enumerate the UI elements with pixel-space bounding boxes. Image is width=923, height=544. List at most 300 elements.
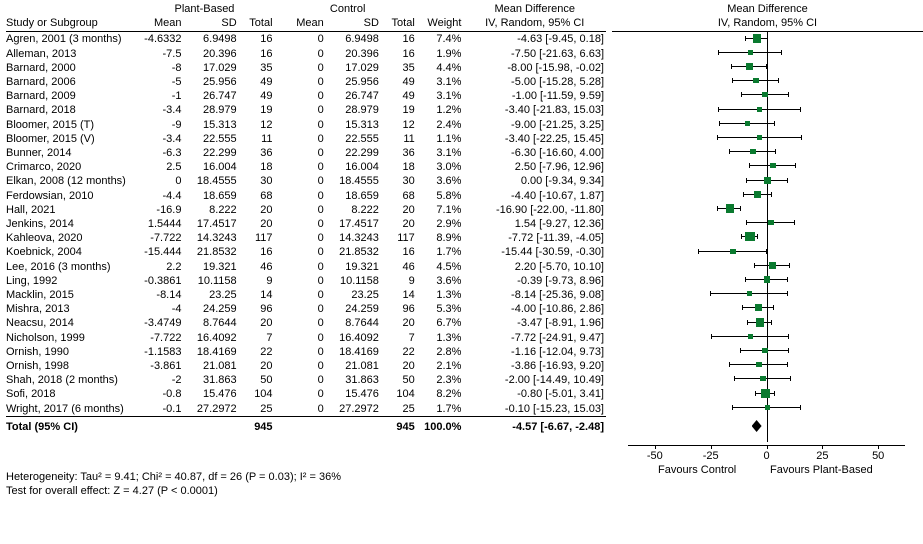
ci-cap-left	[718, 50, 719, 55]
group-header-blank	[6, 2, 132, 16]
row-weight: 3.1%	[436, 76, 462, 89]
table-row	[6, 32, 606, 47]
row-ci: -15.44 [-30.59, -0.30]	[501, 246, 604, 259]
favours-control-label: Favours Control	[658, 463, 737, 476]
x-axis-tick	[822, 445, 823, 449]
row-weight: 2.1%	[436, 360, 462, 373]
row-mean-control: 0	[317, 317, 324, 330]
row-ci: -4.40 [-10.67, 1.87]	[511, 189, 604, 202]
row-ci: -3.40 [-22.25, 15.45]	[504, 132, 604, 145]
effect-marker	[753, 78, 759, 84]
row-total-control: 104	[396, 388, 415, 401]
row-sd-plant: 16.4092	[196, 331, 237, 344]
row-mean-plant: -5	[171, 76, 182, 89]
row-sd-control: 17.029	[345, 61, 379, 74]
total-n-control: 945	[383, 416, 419, 434]
row-total-control: 30	[402, 175, 415, 188]
row-weight: 3.0%	[436, 161, 462, 174]
row-weight: 8.2%	[436, 388, 462, 401]
row-weight: 5.8%	[436, 189, 462, 202]
table-row	[6, 146, 606, 160]
row-total-control: 18	[402, 161, 415, 174]
effect-marker	[762, 348, 768, 354]
row-mean-plant: 2.5	[166, 161, 182, 174]
row-sd-plant: 15.476	[203, 388, 237, 401]
ci-cap-right	[790, 376, 791, 381]
table-row	[6, 245, 606, 259]
row-sd-plant: 21.081	[203, 360, 237, 373]
row-mean-plant: -0.8	[162, 388, 182, 401]
row-mean-control: 0	[317, 47, 324, 60]
table-row	[6, 274, 606, 288]
row-mean-control: 0	[317, 61, 324, 74]
table-group-header-row	[6, 2, 606, 16]
row-study: Bunner, 2014	[6, 147, 72, 160]
row-sd-control: 8.222	[351, 203, 379, 216]
total-n-plant: 945	[241, 416, 277, 434]
row-total-control: 16	[402, 33, 415, 46]
row-mean-plant: -2	[171, 374, 182, 387]
row-mean-plant: -3.4	[162, 104, 182, 117]
row-sd-plant: 21.8532	[196, 246, 237, 259]
row-ci: -16.90 [-22.00, -11.80]	[495, 203, 604, 216]
study-table-body	[6, 32, 606, 434]
row-total-plant: 20	[260, 218, 273, 231]
row-total-control: 50	[402, 374, 415, 387]
row-weight: 7.1%	[436, 203, 462, 216]
row-weight: 1.7%	[436, 246, 462, 259]
row-total-plant: 22	[260, 345, 273, 358]
row-mean-control: 0	[317, 402, 324, 415]
row-mean-plant: -6.3	[162, 147, 182, 160]
row-total-control: 46	[402, 260, 415, 273]
row-weight: 1.7%	[436, 402, 462, 415]
favours-plant-based-label: Favours Plant-Based	[770, 463, 873, 476]
table-total-row	[6, 416, 606, 434]
ci-cap-right	[789, 263, 790, 268]
row-total-plant: 16	[260, 246, 273, 259]
x-axis-tick	[878, 445, 879, 449]
row-total-control: 25	[402, 402, 415, 415]
ci-cap-right	[800, 107, 801, 112]
row-sd-control: 28.979	[345, 104, 379, 117]
row-mean-plant: 1.5444	[147, 218, 182, 231]
ci-cap-left	[731, 64, 732, 69]
row-ci: 1.54 [-9.27, 12.36]	[514, 218, 604, 231]
row-mean-plant: -16.9	[156, 203, 182, 216]
row-mean-control: 0	[317, 218, 324, 231]
effect-marker	[768, 220, 774, 226]
col-header-total-control: Total	[383, 16, 419, 32]
row-mean-control: 0	[317, 246, 324, 259]
ci-cap-left	[732, 78, 733, 83]
row-ci: -8.00 [-15.98, -0.02]	[507, 61, 604, 74]
table-row	[6, 288, 606, 302]
row-total-plant: 20	[260, 360, 273, 373]
table-row	[6, 203, 606, 217]
row-study: Sofi, 2018	[6, 388, 56, 401]
row-weight: 2.9%	[436, 218, 462, 231]
row-study: Neacsu, 2014	[6, 317, 74, 330]
row-sd-control: 24.259	[345, 303, 379, 316]
row-total-plant: 117	[255, 232, 273, 245]
table-row	[6, 160, 606, 174]
row-total-plant: 16	[260, 33, 273, 46]
row-sd-plant: 18.659	[203, 189, 237, 202]
ci-cap-right	[787, 362, 788, 367]
row-total-plant: 9	[266, 274, 273, 287]
row-mean-control: 0	[317, 303, 324, 316]
row-total-plant: 49	[260, 76, 273, 89]
ci-cap-right	[778, 78, 779, 83]
col-header-mean-plant: Mean	[132, 16, 185, 32]
row-ci: -7.50 [-21.63, 6.63]	[511, 47, 604, 60]
row-total-plant: 20	[260, 203, 273, 216]
row-total-plant: 25	[260, 402, 273, 415]
row-mean-control: 0	[317, 345, 324, 358]
row-total-plant: 35	[260, 61, 273, 74]
effect-marker	[756, 318, 764, 326]
row-mean-plant: -3.861	[150, 360, 182, 373]
row-mean-control: 0	[317, 189, 324, 202]
plot-pane	[612, 0, 923, 544]
row-sd-plant: 18.4169	[196, 345, 237, 358]
row-total-control: 96	[402, 303, 415, 316]
row-sd-control: 15.476	[345, 388, 379, 401]
ci-cap-right	[775, 149, 776, 154]
row-ci: -3.47 [-8.91, 1.96]	[517, 317, 604, 330]
row-mean-plant: -0.1	[162, 402, 182, 415]
table-row	[6, 132, 606, 146]
row-total-control: 16	[402, 246, 415, 259]
row-mean-plant: -7.722	[150, 232, 182, 245]
row-study: Jenkins, 2014	[6, 218, 74, 231]
row-sd-plant: 23.25	[209, 289, 237, 302]
ci-cap-left	[732, 405, 733, 410]
row-sd-plant: 17.029	[203, 61, 237, 74]
row-weight: 4.5%	[436, 260, 462, 273]
effect-marker	[762, 92, 768, 98]
row-sd-plant: 19.321	[203, 260, 237, 273]
row-total-plant: 30	[260, 175, 273, 188]
table-row	[6, 387, 606, 401]
row-study: Kahleova, 2020	[6, 232, 83, 245]
table-row	[6, 359, 606, 373]
effect-marker	[757, 107, 762, 112]
group-header-weight-blank	[419, 2, 466, 16]
ci-cap-right	[787, 277, 788, 282]
row-total-plant: 14	[260, 289, 273, 302]
row-sd-control: 23.25	[351, 289, 379, 302]
effect-marker	[755, 304, 762, 311]
row-sd-plant: 25.956	[203, 76, 237, 89]
row-weight: 1.9%	[436, 47, 462, 60]
ci-cap-left	[741, 234, 742, 239]
row-sd-control: 8.7644	[345, 317, 379, 330]
row-ci: -7.72 [-24.91, 9.47]	[511, 331, 604, 344]
study-table	[6, 2, 606, 434]
row-total-control: 7	[408, 331, 415, 344]
row-weight: 1.2%	[436, 104, 462, 117]
table-row	[6, 61, 606, 75]
row-study: Alleman, 2013	[6, 47, 77, 60]
ci-cap-left	[741, 92, 742, 97]
total-sd-control	[328, 416, 383, 434]
row-mean-plant: -1	[171, 90, 182, 103]
row-total-plant: 36	[260, 147, 273, 160]
row-mean-plant: -15.444	[144, 246, 182, 259]
row-study: Mishra, 2013	[6, 303, 70, 316]
row-total-plant: 46	[260, 260, 273, 273]
row-mean-plant: -0.3861	[144, 274, 182, 287]
row-mean-control: 0	[317, 76, 324, 89]
total-sd-plant	[185, 416, 240, 434]
row-weight: 1.3%	[436, 331, 462, 344]
group-header-control: Control	[329, 3, 366, 15]
row-ci: -4.00 [-10.86, 2.86]	[511, 303, 604, 316]
row-study: Barnard, 2018	[6, 104, 76, 117]
ci-cap-left	[747, 320, 748, 325]
row-total-plant: 68	[260, 189, 273, 202]
ci-cap-right	[794, 220, 795, 225]
row-total-plant: 49	[260, 90, 273, 103]
row-study: Ornish, 1998	[6, 360, 69, 373]
table-column-header-row	[6, 16, 606, 32]
row-weight: 3.6%	[436, 274, 462, 287]
ci-cap-right	[800, 405, 801, 410]
table-row	[6, 402, 606, 417]
row-total-control: 11	[403, 132, 415, 145]
ci-cap-left	[729, 362, 730, 367]
row-total-control: 20	[402, 317, 415, 330]
row-study: Nicholson, 1999	[6, 331, 85, 344]
table-row	[6, 118, 606, 132]
row-weight: 3.1%	[436, 147, 462, 160]
row-total-plant: 19	[260, 104, 273, 117]
table-row	[6, 331, 606, 345]
row-mean-control: 0	[317, 118, 324, 131]
plot-title-line1: Mean Difference	[727, 3, 808, 15]
row-sd-control: 31.863	[345, 374, 379, 387]
ci-cap-left	[740, 348, 741, 353]
row-weight: 2.3%	[436, 374, 462, 387]
effect-marker	[754, 191, 762, 199]
x-axis-tick	[655, 445, 656, 449]
col-header-sd-plant: SD	[185, 16, 240, 32]
effect-marker	[760, 376, 765, 381]
table-row	[6, 345, 606, 359]
group-header-plant-based: Plant-Based	[174, 3, 235, 15]
row-total-control: 68	[402, 189, 415, 202]
row-total-plant: 18	[260, 161, 273, 174]
row-sd-control: 18.4169	[339, 345, 379, 358]
plot-header-rule	[612, 31, 923, 32]
row-sd-control: 22.299	[345, 147, 379, 160]
effect-marker	[753, 34, 762, 43]
row-weight: 4.4%	[436, 61, 462, 74]
row-total-control: 16	[402, 47, 415, 60]
row-ci: -0.39 [-9.73, 8.96]	[517, 274, 604, 287]
row-total-control: 20	[402, 218, 415, 231]
ci-cap-right	[771, 320, 772, 325]
row-total-plant: 96	[260, 303, 273, 316]
row-total-control: 117	[397, 232, 415, 245]
row-mean-control: 0	[317, 33, 324, 46]
ci-cap-right	[787, 178, 788, 183]
row-sd-plant: 15.313	[203, 118, 237, 131]
row-ci: 2.50 [-7.96, 12.96]	[514, 161, 604, 174]
row-total-plant: 11	[261, 132, 273, 145]
row-sd-plant: 31.863	[203, 374, 237, 387]
row-study: Barnard, 2000	[6, 61, 76, 74]
effect-marker	[730, 249, 735, 254]
ci-cap-left	[746, 220, 747, 225]
row-sd-control: 17.4517	[339, 218, 379, 231]
table-row	[6, 75, 606, 89]
effect-marker	[769, 262, 776, 269]
row-ci: -0.10 [-15.23, 15.03]	[504, 402, 604, 415]
table-row	[6, 47, 606, 61]
row-sd-plant: 17.4517	[196, 218, 237, 231]
row-total-control: 35	[402, 61, 415, 74]
row-sd-plant: 26.747	[203, 90, 237, 103]
effect-marker	[764, 276, 770, 282]
row-total-plant: 50	[260, 374, 273, 387]
x-axis-tick-label: 25	[816, 449, 829, 462]
col-header-ci: IV, Random, 95% CI	[465, 16, 606, 32]
row-mean-plant: -8	[171, 61, 182, 74]
table-row	[6, 231, 606, 245]
row-ci: -3.40 [-21.83, 15.03]	[504, 104, 604, 117]
ci-cap-left	[734, 376, 735, 381]
total-weight: 100.0%	[419, 416, 466, 434]
table-row	[6, 189, 606, 203]
effect-marker	[761, 389, 770, 398]
row-total-plant: 12	[260, 118, 273, 131]
col-header-study: Study or Subgroup	[6, 16, 132, 32]
effect-marker	[770, 163, 776, 169]
row-sd-control: 16.4092	[339, 331, 379, 344]
row-sd-plant: 6.9498	[203, 33, 237, 46]
row-ci: -1.00 [-11.59, 9.59]	[511, 90, 604, 103]
row-mean-control: 0	[317, 232, 324, 245]
row-ci: 2.20 [-5.70, 10.10]	[514, 260, 604, 273]
row-total-plant: 16	[260, 47, 273, 60]
row-weight: 1.3%	[436, 289, 462, 302]
effect-marker	[765, 405, 770, 410]
total-mean-control	[277, 416, 328, 434]
row-mean-control: 0	[317, 161, 324, 174]
row-study: Agren, 2001 (3 months)	[6, 33, 122, 46]
ci-cap-left	[754, 263, 755, 268]
row-sd-plant: 22.555	[203, 132, 237, 145]
row-mean-control: 0	[317, 90, 324, 103]
total-mean-plant	[132, 416, 185, 434]
row-mean-plant: -9	[171, 118, 182, 131]
row-mean-plant: -1.1583	[144, 345, 182, 358]
row-sd-control: 21.081	[345, 360, 379, 373]
row-sd-control: 21.8532	[339, 246, 379, 259]
row-sd-plant: 16.004	[203, 161, 237, 174]
ci-cap-left	[718, 107, 719, 112]
row-weight: 3.1%	[436, 90, 462, 103]
row-study: Bloomer, 2015 (V)	[6, 132, 95, 145]
ci-cap-left	[717, 206, 718, 211]
row-ci: -7.72 [-11.39, -4.05]	[508, 232, 604, 245]
row-sd-control: 20.396	[345, 47, 379, 60]
statistics-notes	[6, 470, 341, 498]
row-ci: -9.00 [-21.25, 3.25]	[511, 118, 604, 131]
row-weight: 5.3%	[436, 303, 462, 316]
ci-cap-left	[729, 149, 730, 154]
row-ci: -6.30 [-16.60, 4.00]	[511, 147, 604, 160]
ci-cap-left	[710, 291, 711, 296]
ci-cap-right	[801, 135, 802, 140]
x-axis-tick	[767, 445, 768, 449]
row-sd-control: 15.313	[345, 118, 379, 131]
effect-marker	[745, 121, 750, 126]
effect-marker	[748, 50, 753, 55]
row-weight: 3.6%	[436, 175, 462, 188]
row-study: Ornish, 1990	[6, 345, 69, 358]
effect-marker	[746, 63, 753, 70]
row-sd-plant: 8.7644	[203, 317, 237, 330]
ci-cap-left	[698, 249, 699, 254]
ci-cap-right	[766, 249, 767, 254]
group-header-mean-difference: Mean Difference	[494, 3, 575, 15]
row-ci: -2.00 [-14.49, 10.49]	[504, 374, 604, 387]
row-study: Koebnick, 2004	[6, 246, 82, 259]
x-axis-tick-label: -25	[702, 449, 719, 462]
effect-marker	[764, 177, 770, 183]
row-mean-plant: 2.2	[166, 260, 182, 273]
ci-cap-left	[719, 121, 720, 126]
row-sd-control: 25.956	[345, 76, 379, 89]
row-ci: -1.16 [-12.04, 9.73]	[511, 345, 604, 358]
ci-cap-right	[767, 36, 768, 41]
x-axis-tick-label: -50	[646, 449, 663, 462]
row-mean-control: 0	[317, 260, 324, 273]
table-row	[6, 174, 606, 188]
row-sd-plant: 28.979	[203, 104, 237, 117]
row-study: Hall, 2021	[6, 203, 56, 216]
effect-marker	[757, 135, 762, 140]
row-total-plant: 20	[260, 317, 273, 330]
row-study: Wright, 2017 (6 months)	[6, 402, 124, 415]
row-mean-control: 0	[317, 274, 324, 287]
row-mean-control: 0	[317, 132, 324, 145]
row-total-control: 20	[402, 360, 415, 373]
ci-cap-right	[787, 291, 788, 296]
row-mean-control: 0	[317, 203, 324, 216]
ci-cap-left	[749, 163, 750, 168]
effect-marker	[750, 149, 756, 155]
row-ci: 0.00 [-9.34, 9.34]	[520, 175, 604, 188]
total-label: Total (95% CI)	[6, 416, 132, 434]
effect-marker	[747, 291, 752, 296]
row-study: Bloomer, 2015 (T)	[6, 118, 95, 131]
ci-cap-right	[788, 92, 789, 97]
row-sd-control: 16.004	[345, 161, 379, 174]
row-mean-control: 0	[317, 360, 324, 373]
row-study: Crimarco, 2020	[6, 161, 82, 174]
effect-marker	[745, 232, 755, 242]
effect-marker	[756, 362, 761, 367]
ci-cap-left	[742, 305, 743, 310]
row-weight: 2.8%	[436, 345, 462, 358]
row-total-control: 49	[402, 76, 415, 89]
col-header-weight: Weight	[419, 16, 466, 32]
